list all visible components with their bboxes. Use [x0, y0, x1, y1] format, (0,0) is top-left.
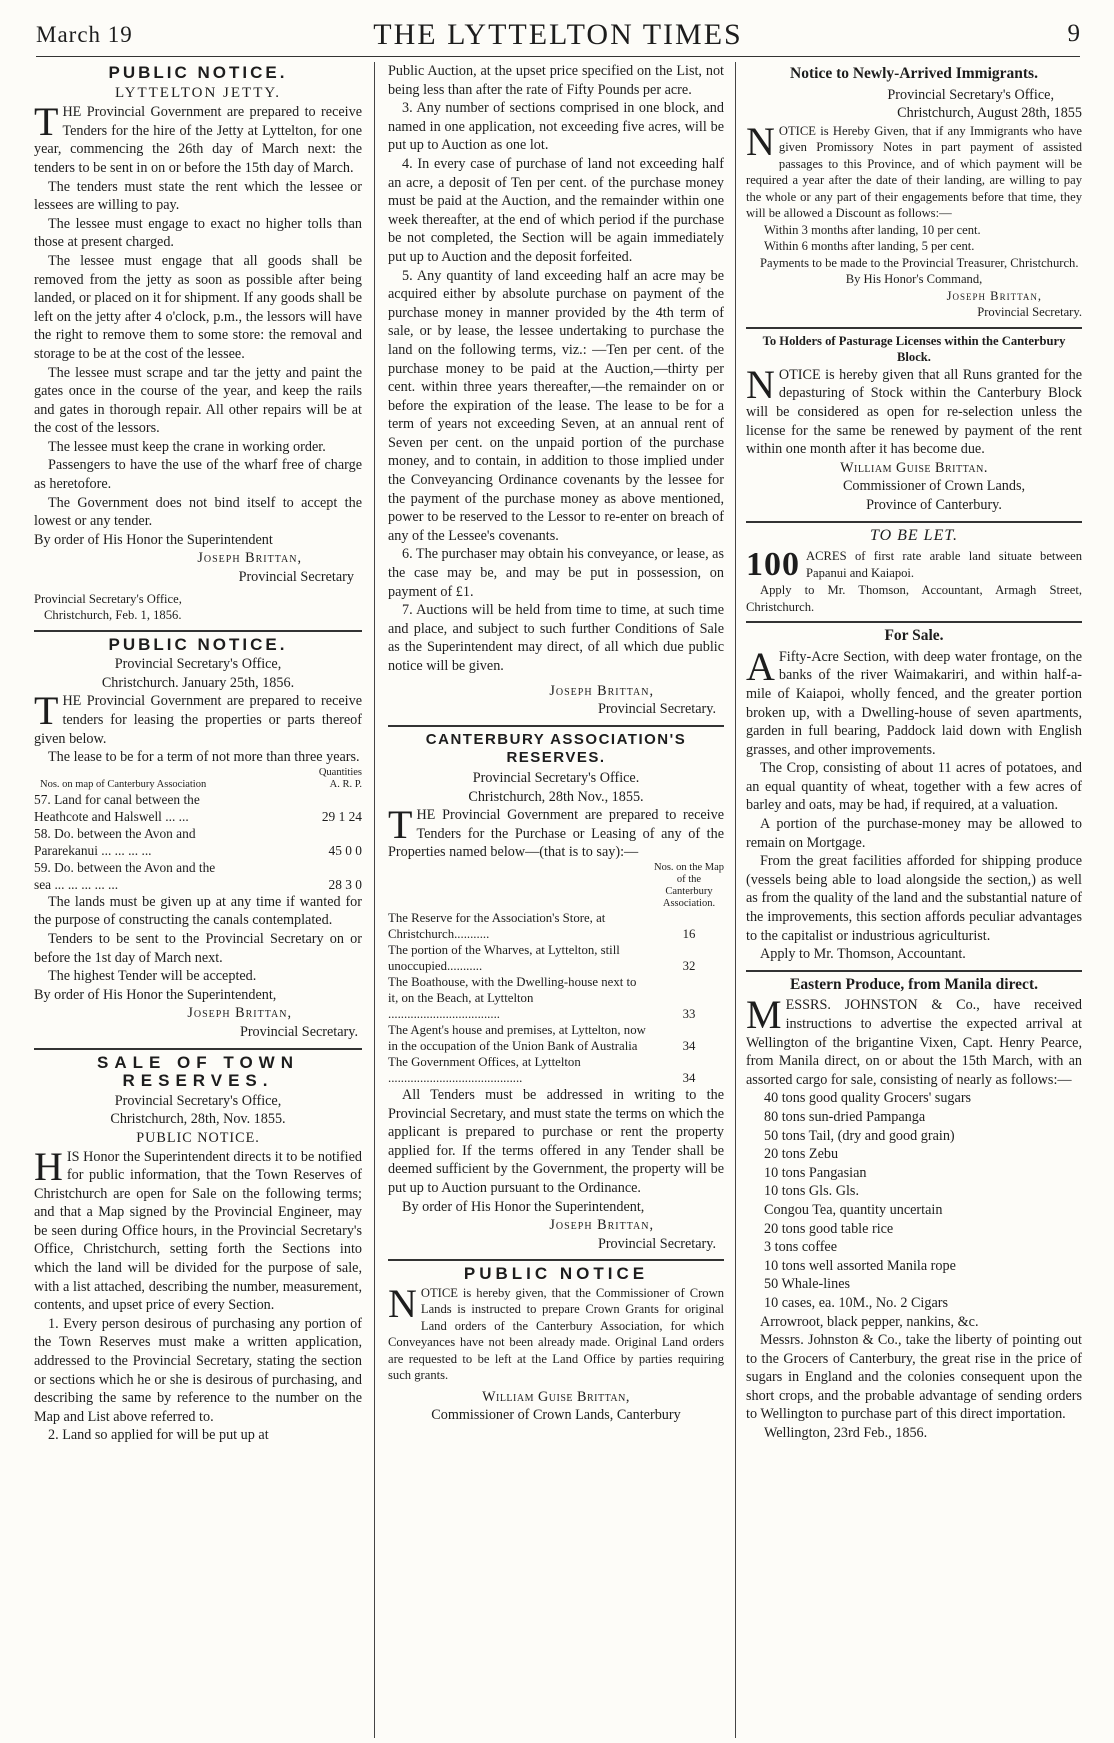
table-row [388, 1054, 724, 1086]
immigrants-heading: Notice to Newly-Arrived Immigrants. [790, 65, 1038, 82]
eastern-produce-ad [746, 976, 1082, 1443]
notice-sig-name: William Guise Brittan, [482, 1388, 630, 1405]
table-row [388, 1022, 724, 1054]
jetty-heading: PUBLIC NOTICE. [108, 63, 288, 82]
column-3 [746, 62, 1082, 1738]
signature-title: Provincial Secretary [238, 569, 354, 586]
canal-table [34, 767, 362, 893]
let-heading: TO BE LET. [869, 526, 959, 544]
table-cell: 59. Do. between the Avon and the sea ... ... ... ... ... [34, 859, 216, 892]
column-2 [388, 62, 724, 1738]
canal-order: By order of His Honor the Superintendent, [34, 986, 277, 1003]
canal-para-4: Tenders to be sent to the Provincial Secretary on or before the 1st day of March next. [34, 930, 362, 966]
signature-name: Joseph Brittan, [549, 682, 654, 699]
list-item: 3 tons coffee [764, 1239, 838, 1256]
to-let-ad [746, 527, 1082, 616]
association-reserves-notice [388, 731, 724, 1254]
signature-title: Provincial Secretary. [239, 1023, 358, 1040]
assoc-signature [388, 1216, 724, 1253]
separator [746, 327, 1082, 329]
immigrants-notice [746, 65, 1082, 321]
table-cell: The Boathouse, with the Dwelling-house next to it, on the Beach, at Lyttelton ................................... [388, 974, 637, 1021]
table-cell: The Government Offices, at Lyttelton .......................................... [388, 1054, 581, 1085]
separator [388, 1259, 724, 1261]
separator [34, 630, 362, 632]
assoc-dateline: Christchurch, 28th Nov., 1855. [468, 788, 644, 805]
issue-date: March 19 [36, 22, 133, 47]
list-item: 10 tons well assorted Manila rope [764, 1257, 956, 1274]
column-1 [34, 62, 362, 1738]
table-row [34, 791, 362, 825]
column-rule-1 [374, 62, 375, 1738]
canal-dateline: Christchurch. January 25th, 1856. [101, 674, 295, 691]
masthead [36, 14, 1080, 50]
canal-heading: PUBLIC NOTICE. [108, 634, 288, 654]
signature-name: Joseph Brittan, [549, 1217, 654, 1234]
table-row [34, 859, 362, 893]
cont-para-3: 4. In every case of purchase of land not exceeding half an acre, a deposit of Ten per cent. of the purchase money must be paid at the Auction, and the remainder within one week thereafter, at the end of which period if the purchase be not completed, the Section will be again immediately put up to Auction and the deposit forfeited. [388, 155, 724, 265]
town-heading: SALE OF TOWN RESERVES. [96, 1052, 299, 1091]
immigrants-para-1: NOTICE is Hereby Given, that if any Immigrants who have given Promissory Notes in part payment of assisted passages to this Province, and of which payment will be required a year after the date of their landing, are willing to pay the whole or any part of their engagements before that time, they will be allowed a Discount as follows:— [746, 118, 1082, 221]
immigrants-order: By His Honor's Command, [845, 272, 983, 287]
table-cell: 28 3 0 [328, 876, 362, 892]
signature-name: Joseph Brittan, [946, 288, 1042, 303]
table-cell: 34 [682, 1070, 696, 1085]
table-cell: 16 [682, 926, 696, 941]
town-para-3: 2. Land so applied for will be put up at [48, 1427, 269, 1444]
dropcap: N [746, 361, 775, 407]
immigrants-signature [746, 288, 1082, 321]
pasturage-para-1: NOTICE is hereby given that all Runs granted for the depasturing of Stock within the Canterbury Block will be considered as open for re-selection unless the license for the same be renewed by payment of the rent within one month after it has become due. [746, 361, 1082, 458]
newspaper-title: THE LYTTELTON TIMES [373, 18, 743, 51]
jetty-signature [34, 549, 362, 586]
produce-para-3: Messrs. Johnston & Co., take the liberty of pointing out to the Grocers of Canterbury, the great rise in the price of sugars in England and the colonies consequent upon the short crops, and the probable advantage of sending orders to Wellington to purchase part of this direct importation. [746, 1332, 1082, 1423]
table-cell: The Reserve for the Association's Store, at Christchurch........... [388, 910, 606, 941]
town-public-notice: PUBLIC NOTICE. [136, 1129, 260, 1146]
table-cell: 33 [682, 1006, 696, 1021]
notice-para-1: NOTICE is hereby given, that the Commissioner of Crown Lands is instructed to prepare Crown Grants for original Land orders of the Canterbury Association, for which Conveyances have not been already made. Original Land orders are requested to be left at the Land Office by parties requiring such grants. [388, 1280, 724, 1383]
let-para-2: Apply to Mr. Thomson, Accountant, Armagh Street, Christchurch. [746, 583, 1082, 614]
immigrants-office: Provincial Secretary's Office, [887, 86, 1054, 103]
list-item: 80 tons sun-dried Pampanga [764, 1108, 926, 1125]
table-cell: 58. Do. between the Avon and Pararekanui ... ... ... ... [34, 825, 196, 858]
table-cell: 34 [682, 1038, 696, 1053]
dropcap: H [34, 1143, 63, 1189]
canal-office: Provincial Secretary's Office, [114, 656, 282, 673]
sale-heading: For Sale. [884, 627, 944, 645]
town-dateline: Christchurch, 28th, Nov. 1855. [110, 1111, 286, 1128]
jetty-office: Provincial Secretary's Office, [34, 591, 182, 606]
jetty-para-5: The lessee must scrape and tar the jetty and paint the gates once in the course of the year, and keep the rails and gates in thorough repair. All other repairs will be at the cost of the lessors. [34, 364, 362, 437]
table-cell: 45 0 0 [328, 842, 362, 858]
jetty-subheading: LYTTELTON JETTY. [114, 84, 282, 101]
jetty-para-3: The lessee must engage to exact no higher tolls than those at present charged. [34, 215, 362, 251]
canal-para-3: The lands must be given up at any time if wanted for the purpose of constructing the canals contemplated. [34, 893, 362, 929]
produce-para-2: Arrowroot, black pepper, nankins, &c. [760, 1313, 979, 1330]
table-row [388, 910, 724, 942]
table-cell: The portion of the Wharves, at Lyttelton, still unoccupied........... [388, 942, 620, 973]
dropcap: T [34, 688, 59, 734]
signature-title: Provincial Secretary. [597, 1235, 716, 1252]
pasturage-notice [746, 333, 1082, 515]
dropcap: A [746, 643, 775, 689]
jetty-order: By order of His Honor the Superintendent [34, 531, 273, 548]
separator [746, 521, 1082, 523]
jetty-notice [34, 64, 362, 624]
jetty-para-4: The lessee must engage that all goods shall be removed from the jetty as soon as possible after being landed, or placed on it for shipment. If any goods shall be left on the jetty after 4 o'clock, p.m., the lessors will have the right to remove them to some store: the removal and storage to be at the cost of the lessee. [34, 252, 362, 362]
assoc-para-1: THE Provincial Government are prepared to receive Tenders for the Purchase or Leasing of any of the Properties named below—(that is to say):— [388, 802, 724, 861]
dropcap: N [746, 118, 775, 164]
let-para-1: 100 ACRES of first rate arable land situate between Papanui and Kaiapoi. [746, 546, 1082, 584]
cont-para-1: Public Auction, at the upset price specified on the List, not being less than after the rate of Fifty Pounds per acre. [388, 63, 724, 98]
assoc-para-2: All Tenders must be addressed in writing to the Provincial Secretary, and must state the terms on which the applicant is prepared to purchase or rent the property applied for. If the terms offered in any Tender shall be deemed sufficient by the Government, the property will be put up to Auction pursuant to the Ordinance. [388, 1086, 724, 1196]
list-item: 50 Whale-lines [764, 1276, 851, 1293]
sale-para-1: A Fifty-Acre Section, with deep water frontage, on the banks of the river Waimakariri, and within half-a-mile of Kaiapoi, wholly fenced, and the greater portion broken up, with a Dwelling-house of seven apartments, garden in full bearing, Paddock laid down with English grasses, and other improvements. [746, 643, 1082, 758]
notice-heading: PUBLIC NOTICE [463, 1264, 649, 1284]
produce-para-1: MESSRS. JOHNSTON & Co., have received instructions to advertise the expected arrival at Wellington of the brigantine Vixen, Capt. Henry Pearce, from Manila direct, on or about the 15th March, with an assorted cargo for sale, consisting of nearly as follows:— [746, 992, 1082, 1088]
signature-name: Joseph Brittan, [187, 1005, 292, 1022]
jetty-para-8: The Government does not bind itself to accept the lowest or any tender. [34, 494, 362, 530]
immigrants-para-2: Payments to be made to the Provincial Treasurer, Christchurch. [760, 255, 1079, 270]
sale-para-3: A portion of the purchase-money may be allowed to remain on Mortgage. [746, 816, 1082, 851]
table-cell: 32 [682, 958, 696, 973]
produce-dateline: Wellington, 23rd Feb., 1856. [764, 1425, 928, 1442]
canal-para-2: The lease to be for a term of not more than three years. [48, 749, 360, 766]
assoc-table [388, 862, 724, 1086]
crown-grants-notice [388, 1265, 724, 1425]
list-item: 50 tons Tail, (dry and good grain) [764, 1127, 955, 1144]
dropcap: T [388, 802, 413, 848]
table-header-right: Nos. on the Map of the Canterbury Association. [654, 861, 724, 909]
town-para-2: 1. Every person desirous of purchasing any portion of the Town Reserves must make a written application, addressed to the Provincial Secretary, stating the section or sections which he or she is desirous of purchasing, and describing the same by reference to the number on the Map and List above referred to. [34, 1315, 362, 1425]
acres-number: 100 [746, 546, 800, 584]
column-rule-2 [735, 62, 736, 1738]
list-item: 10 tons Pangasian [764, 1164, 867, 1181]
pasturage-heading: To Holders of Pasturage Licenses within the Canterbury Block. [762, 333, 1066, 365]
cont-para-4: 5. Any quantity of land exceeding half an acre may be acquired either by absolute purchase on payment of the purchase money in manner provided by the 4th term of sale, or by lease, the lessee undertaking to purchase the land on the following terms, viz.: —Ten per cent. of the purchase money to be paid at the Auction,—thirty per cent. within three years thereafter,—the remainder on or before the expiration of the lease. The lease to be for a term of years not exceeding Seven, at an annual rent of Seven per cent. on the unpaid portion of the purchase money, and to contain, in addition to those implied under the Conveyancing Ordinance covenants by the lessee for the payment of the purchase money as above mentioned, power to be reserved to the Lessor to re-enter on breach of any of the Lessee's covenants. [388, 267, 724, 544]
town-office: Provincial Secretary's Office, [114, 1092, 282, 1109]
signature-title: Provincial Secretary. [977, 305, 1082, 320]
assoc-heading: CANTERBURY ASSOCIATION'S RESERVES. [425, 730, 687, 767]
list-item: 40 tons good quality Grocers' sugars [764, 1090, 972, 1107]
town-para-1: HIS Honor the Superintendent directs it to be notified for public information, that the Town Reserves of Christchurch are open for Sale on the following terms; and that a Map signed by the Provincial Engineer, may be seen during Office hours, in the Provincial Secretary's Office, Christchurch, setting forth the Sections into which the land will be divided for the purpose of sale, with a list attached, describing the number, measurement, contents, and upset price of every Section. [34, 1143, 362, 1314]
assoc-office: Provincial Secretary's Office. [472, 769, 640, 786]
list-item: 20 tons good table rice [764, 1220, 894, 1237]
list-item: 20 tons Zebu [764, 1146, 839, 1163]
table-cell: 57. Land for canal between the Heathcote and Halswell ... ... [34, 791, 200, 824]
jetty-para-1: THE Provincial Government are prepared to receive Tenders for the hire of the Jetty at Lyttelton, for one year, commencing the 26th day of March next: the tenders to be sent in on or before the 15th day of March. [34, 99, 362, 176]
assoc-order: By order of His Honor the Superintendent, [402, 1198, 645, 1215]
table-row [388, 942, 724, 974]
pasturage-sig-place: Province of Canterbury. [866, 496, 1002, 513]
masthead-rule [36, 56, 1080, 57]
notice-sig-title: Commissioner of Crown Lands, Canterbury [431, 1407, 681, 1424]
dropcap: N [388, 1280, 417, 1326]
jetty-para-7: Passengers to have the use of the wharf free of charge as heretofore. [34, 457, 362, 493]
separator [388, 725, 724, 727]
discount-line-1: Within 3 months after landing, 10 per cent. [764, 222, 981, 237]
list-item: 10 tons Gls. Gls. [764, 1183, 859, 1200]
separator [34, 1048, 362, 1050]
canal-notice [34, 636, 362, 1042]
town-reserves-continued [388, 62, 724, 719]
sale-para-4: From the great facilities afforded for shipping produce (vessels being able to load alongside the section,) as well as from the quality of the land and the substantial nature of the improvements, this section affords peculiar advantages to the capitalist or industrious agriculturist. [746, 853, 1082, 944]
immigrants-dateline: Christchurch, August 28th, 1855 [897, 105, 1082, 122]
discount-line-2: Within 6 months after landing, 5 per cent. [764, 239, 975, 254]
separator [746, 621, 1082, 623]
dropcap: T [34, 99, 59, 145]
jetty-dateline: Christchurch, Feb. 1, 1856. [44, 608, 182, 623]
table-header-left: Nos. on map of Canterbury Association [40, 778, 207, 790]
table-header-right: Quantities A. R. P. [318, 766, 362, 790]
canal-para-5: The highest Tender will be accepted. [48, 968, 257, 985]
table-cell: 29 1 24 [321, 808, 362, 824]
sale-para-2: The Crop, consisting of about 11 acres of potatoes, and an equal quantity of wheat, together with a few acres of barley and oats, may be had, if required, at a valuation. [746, 760, 1082, 814]
page-number: 9 [1067, 20, 1080, 47]
cont-signature [388, 682, 724, 719]
jetty-para-6: The lessee must keep the crane in working order. [48, 438, 326, 455]
canal-para-1: THE Provincial Government are prepared to receive tenders for leasing the properties or parts thereof given below. [34, 688, 362, 747]
list-item: Congou Tea, quantity uncertain [764, 1201, 943, 1218]
cont-para-5: 6. The purchaser may obtain his conveyance, or lease, as the case may be, and may be put in possession, on payment of £1. [388, 546, 724, 600]
produce-heading: Eastern Produce, from Manila direct. [790, 975, 1038, 993]
dropcap: M [746, 992, 782, 1038]
table-cell: The Agent's house and premises, at Lyttelton, now in the occupation of the Union Bank of Australia [388, 1022, 646, 1053]
sale-para-5: Apply to Mr. Thomson, Accountant. [760, 946, 966, 963]
cont-para-6: 7. Auctions will be held from time to time, at such time and place, and subject to such further Conditions of Sale as the Superintendent may direct, of all which due public notice will be given. [388, 602, 724, 674]
table-row [34, 825, 362, 859]
pasturage-sig-name: William Guise Brittan. [840, 459, 988, 476]
town-reserves-notice [34, 1054, 362, 1445]
cont-para-2: 3. Any number of sections comprised in one block, and named in one application, not exceeding five acres, will be put up to Auction as one lot. [388, 100, 724, 154]
jetty-para-2: The tenders must state the rent which the lessee or lessees are willing to pay. [34, 178, 362, 214]
signature-name: Joseph Brittan, [197, 550, 302, 567]
for-sale-ad [746, 627, 1082, 964]
pasturage-sig-title: Commissioner of Crown Lands, [842, 478, 1026, 495]
table-row [388, 974, 724, 1022]
list-item: 10 cases, ea. 10M., No. 2 Cigars [764, 1294, 949, 1311]
signature-title: Provincial Secretary. [597, 701, 716, 718]
separator [746, 970, 1082, 972]
canal-signature [34, 1004, 362, 1041]
